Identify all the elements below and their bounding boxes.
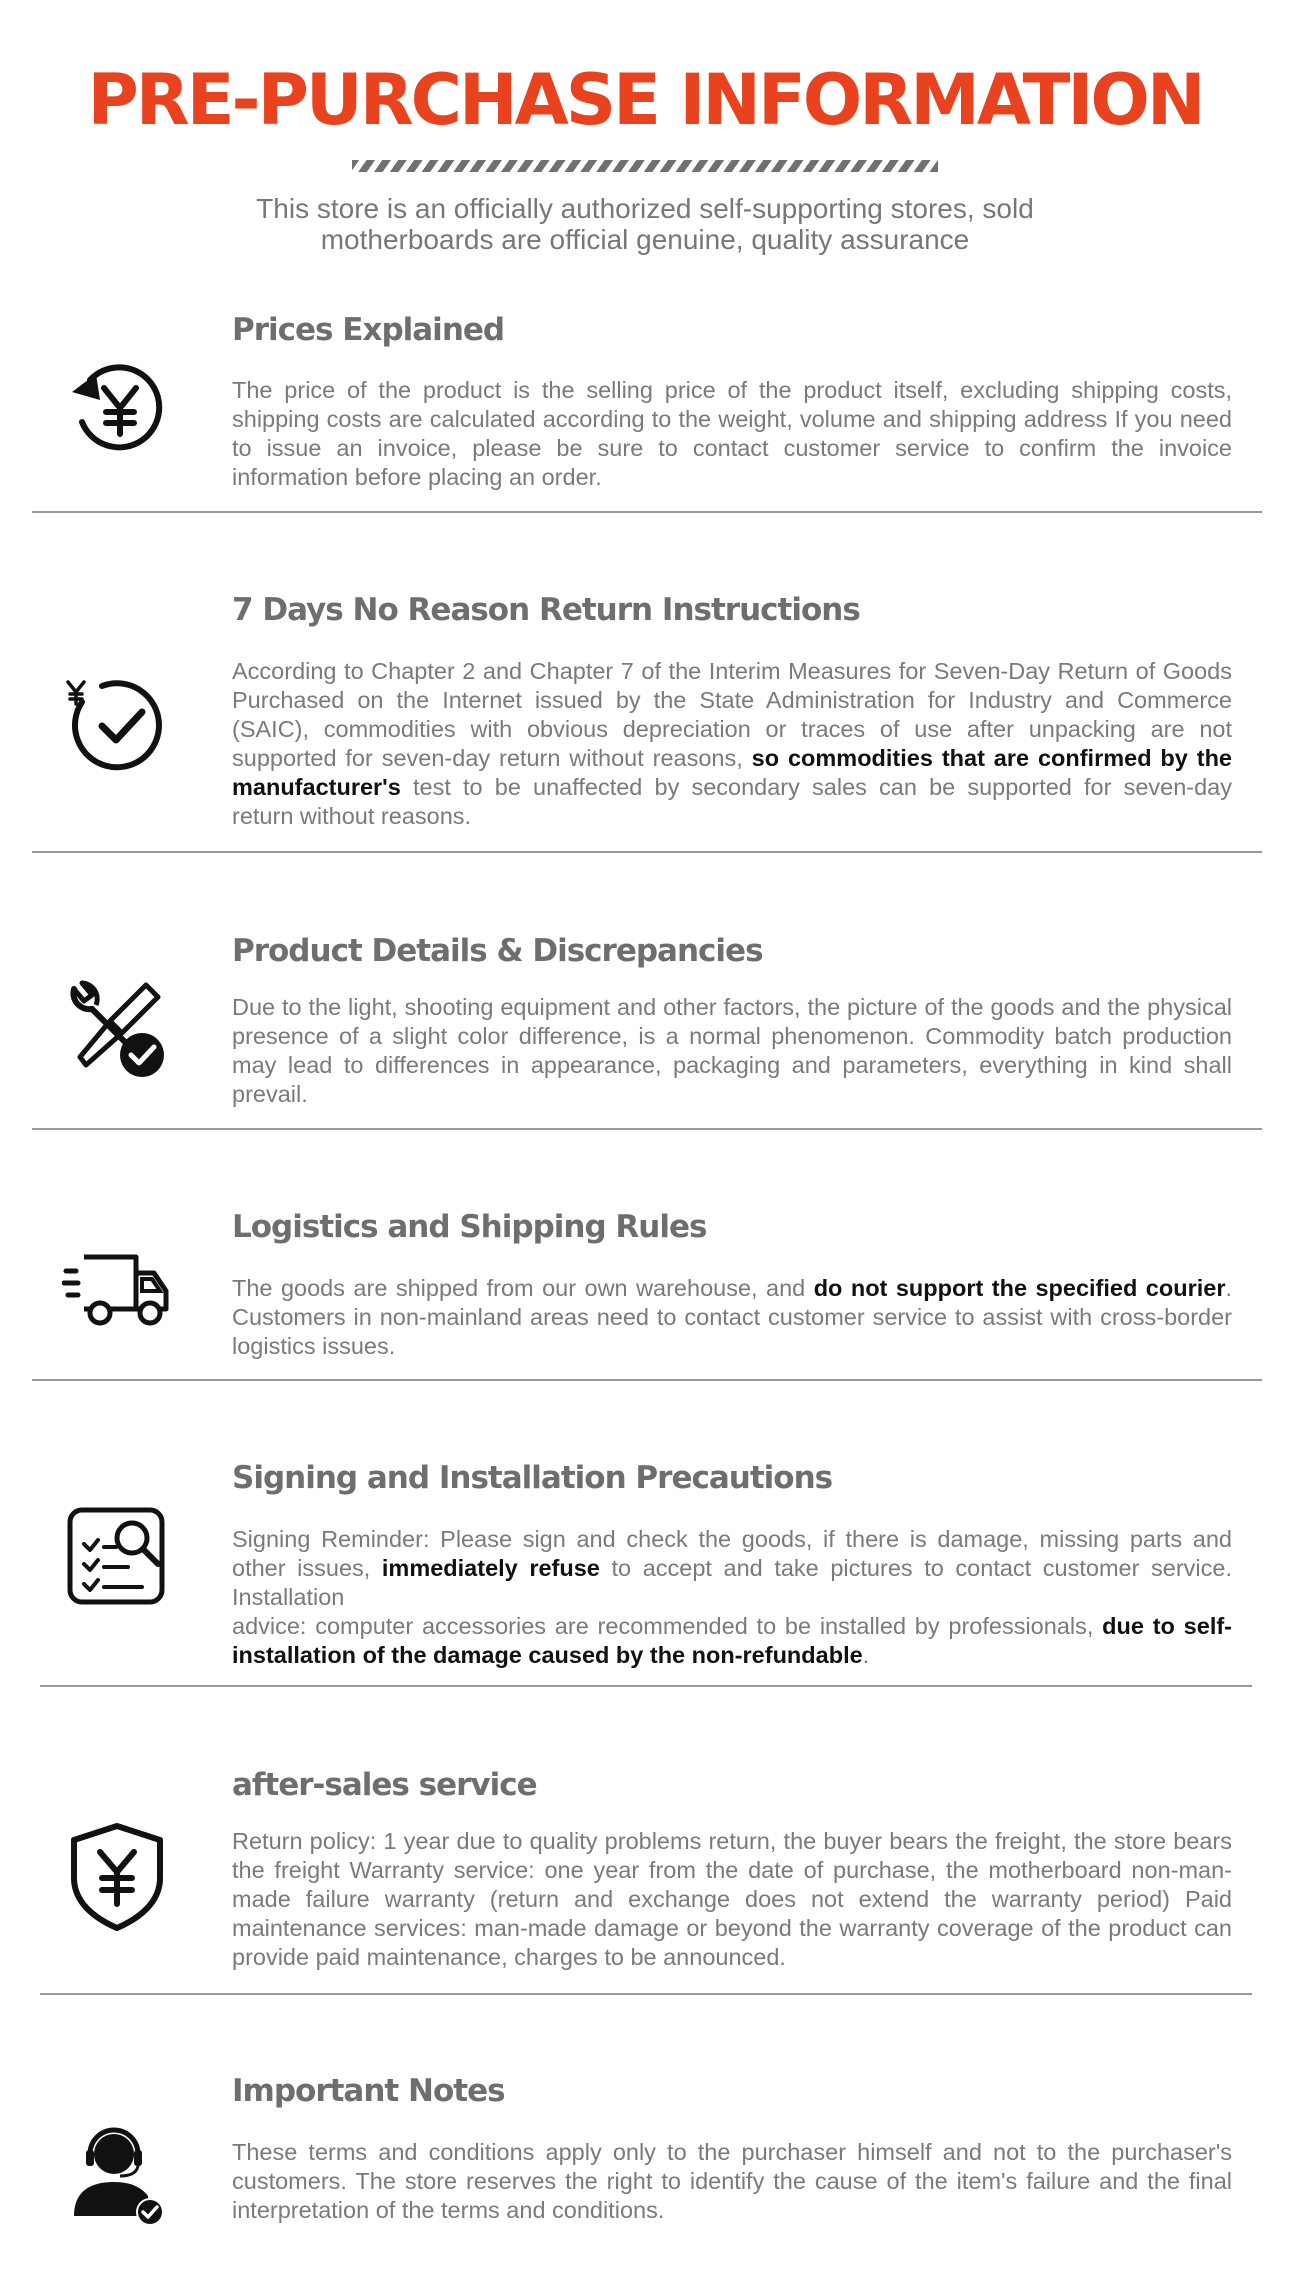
emphasis-text: due to self-installation of the damage caused by the non-refundable xyxy=(232,1613,1232,1668)
delivery-truck-icon xyxy=(62,1235,172,1345)
emphasis-text: immediately refuse xyxy=(381,1555,600,1581)
body-text: . Customers in non-mainland areas need to contact customer service to assist with cross-border logistics issues. xyxy=(232,1275,1232,1359)
checklist-search-icon xyxy=(62,1502,172,1612)
section-title: Prices Explained xyxy=(232,312,505,348)
section-body xyxy=(232,657,1232,831)
section-body xyxy=(232,1525,1232,1670)
page-subtitle: This store is an officially authorized self-supporting stores, sold motherboards are official genuine, quality assurance xyxy=(256,193,1034,255)
body-text: The goods are shipped from our own warehouse, and xyxy=(232,1275,814,1301)
section-title: after-sales service xyxy=(232,1767,537,1803)
section-title: Signing and Installation Precautions xyxy=(232,1460,833,1496)
section-divider xyxy=(32,511,1262,513)
body-text: The price of the product is the selling price of the product itself, excluding shipping costs, shipping costs are calculated according to the weight, volume and shipping address If you need to issue an invoice, please be sure to contact customer service to confirm the invoice information before placing an order. xyxy=(232,377,1232,490)
section-divider xyxy=(32,1128,1262,1130)
hatched-divider xyxy=(352,160,938,172)
section-title: Important Notes xyxy=(232,2073,505,2109)
section-title: Product Details & Discrepancies xyxy=(232,933,763,969)
page-title: PRE-PURCHASE INFORMATION xyxy=(87,59,1203,141)
emphasis-text: so commodities that are confirmed by the manufacturer's xyxy=(232,745,1232,800)
yen-shield-icon xyxy=(62,1822,172,1932)
body-text: These terms and conditions apply only to the purchaser himself and not to the purchaser's customers. The store reserves the right to identify the cause of the item's failure and the final interpretation of the terms and conditions. xyxy=(232,2139,1232,2223)
section-divider xyxy=(32,851,1262,853)
section-divider xyxy=(32,1379,1262,1381)
body-text: advice: computer accessories are recommended to be installed by professionals, xyxy=(232,1613,1103,1639)
body-text: test to be unaffected by secondary sales can be supported for seven-day return without reasons. xyxy=(232,774,1232,829)
body-text: Return policy: 1 year due to quality problems return, the buyer bears the freight, the store bears the freight Warranty service: one year from the date of purchase, the motherboard non-man-made failure warranty (return and exchange does not extend the warranty period) Paid maintenance services: man-made damage or beyond the warranty coverage of the product can provide paid maintenance, charges to be announced. xyxy=(232,1828,1232,1970)
section-title: Logistics and Shipping Rules xyxy=(232,1209,707,1245)
tools-check-icon xyxy=(62,975,172,1085)
body-text: According to Chapter 2 and Chapter 7 of the Interim Measures for Seven-Day Return of Goods Purchased on the Internet issued by the State Administration for Industry and Commerce (SAIC), commodities with obvious depreciation or traces of use after unpacking are not supported for seven-day return without reasons, xyxy=(232,658,1232,771)
section-body xyxy=(232,376,1232,492)
section-title: 7 Days No Reason Return Instructions xyxy=(232,592,860,628)
section-divider xyxy=(40,1685,1252,1687)
emphasis-text: do not support the specified courier xyxy=(813,1275,1226,1301)
section-body xyxy=(232,2138,1232,2225)
yen-refresh-icon xyxy=(62,352,172,462)
section-body xyxy=(232,1274,1232,1361)
section-body xyxy=(232,993,1232,1109)
body-text: Due to the light, shooting equipment and other factors, the picture of the goods and the physical presence of a slight color difference, is a normal phenomenon. Commodity batch production may lead to differences in appearance, packaging and parameters, everything in kind shall prevail. xyxy=(232,994,1232,1107)
body-text: to accept and take pictures to contact customer service. Installation xyxy=(232,1555,1233,1610)
section-body xyxy=(232,1827,1232,1972)
body-text: . xyxy=(862,1642,870,1668)
body-text: Signing Reminder: Please sign and check the goods, if there is damage, missing parts and other issues, xyxy=(232,1526,1232,1581)
yen-check-cycle-icon xyxy=(62,668,172,778)
customer-service-agent-icon xyxy=(62,2120,172,2230)
section-divider xyxy=(40,1993,1252,1995)
